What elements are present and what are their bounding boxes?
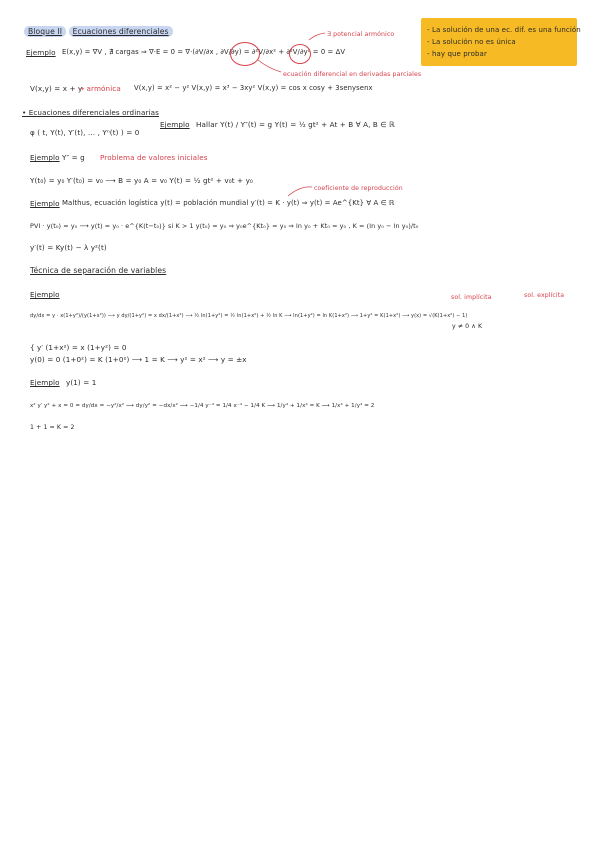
example-label: Ejemplo xyxy=(30,290,60,299)
malthus-example: Malthus, ecuación logística y(t) = población mundial y′(t) = K · y(t) ⇒ y(t) = Ae^{Kt} ∀ A ∈ ℝ xyxy=(62,199,395,207)
circle-mark xyxy=(289,44,311,64)
constant-result: 1 + 1 = K = 2 xyxy=(30,424,75,431)
red-note-implicit: sol. implícita xyxy=(451,294,492,301)
red-note-potential: ∃ potencial armónico xyxy=(327,31,395,38)
example-label: Ejemplo xyxy=(26,48,56,57)
section-separation-title: Técnica de separación de variables xyxy=(30,266,167,275)
note-line-3: - hay que probar xyxy=(427,50,487,58)
example-label: Ejemplo xyxy=(160,120,190,129)
red-note-harmonic: → armónica xyxy=(78,84,121,93)
initial-value-solution: Y(t₀) = y₀ Y′(t₀) = v₀ ⟶ B = y₀ A = v₀ Y(t) = ½ gt² + v₀t + y₀ xyxy=(30,176,253,185)
circle-mark xyxy=(230,42,260,66)
ode-general-form: φ ( t, Y(t), Y′(t), … , Yⁿ(t) ) = 0 xyxy=(30,128,140,137)
pvi-system-1: { y′ (1+x²) = x (1+y²) = 0 xyxy=(30,343,127,352)
separation-example-2: x² y′ y² + x = 0 = dy/dx = −y²/x² ⟶ dy/y² = −dx/x² ⟶ −1/4 y⁻⁴ = 1/4 x⁻⁴ − 1/4 K ⟶ 1/y⁴ + 1/x⁴ = K ⟶ 1/x⁴ + 1/y⁴ = 2 xyxy=(30,403,375,409)
pvi-exponential: PVI · y(t₀) = y₀ ⟶ y(t) = y₀ · e^{K(t−t₀)} si K > 1 y(t₀) = y₀ ⇒ y₀e^{Kt₀} = y₀ ⇒ ln y₀ + Kt₀ = y₀ , K = (ln y₀ − ln y₀)/t₀ xyxy=(30,222,419,230)
example-label: Ejemplo xyxy=(30,153,60,162)
harmonic-examples: V(x,y) = x² − y² V(x,y) = x³ − 3xy² V(x,y) = cos x cosy + 3senysenx xyxy=(134,84,373,92)
example-label: Ejemplo xyxy=(30,199,60,208)
second-order-ode: Y″ = g xyxy=(62,153,85,162)
header xyxy=(24,27,173,36)
condition-note: y ≠ 0 ∧ K xyxy=(452,323,483,330)
red-note-pde: ecuación diferencial en derivadas parciales xyxy=(283,71,422,78)
example-label: Ejemplo xyxy=(30,378,60,387)
section-ode-title: • Ecuaciones diferenciales ordinarias xyxy=(22,108,159,117)
red-note-initial: Problema de valores iniciales xyxy=(100,153,208,162)
red-note-reproduction: coeficiente de reproducción xyxy=(314,185,403,192)
free-fall-example: Hallar Y(t) / Y″(t) = g Y(t) = ½ gt² + At + B ∀ A, B ∈ ℝ xyxy=(196,120,395,129)
harmonic-example-1: V(x,y) = x + y xyxy=(30,84,83,93)
header-tag: Bloque II xyxy=(24,26,66,37)
initial-condition: y(1) = 1 xyxy=(66,378,97,387)
note-line-1: - La solución de una ec. dif. es una función xyxy=(427,26,581,34)
note-line-2: - La solución no es única xyxy=(427,38,516,46)
red-note-explicit: sol. explícita xyxy=(524,292,565,299)
pvi-system-2: y(0) = 0 (1+0²) = K (1+0²) ⟶ 1 = K ⟶ y² = x² ⟶ y = ±x xyxy=(30,355,247,364)
header-title: Ecuaciones diferenciales xyxy=(69,26,173,37)
summary-note xyxy=(421,18,581,66)
separation-chain: dy/dx = y · x(1+y²)/(y(1+x²)) ⟶ y dy/(1+y²) = x dx/(1+x²) ⟶ ½ ln(1+y²) = ½ ln(1+x²) + ½ ln K ⟶ ln(1+y²) = ln K(1+x²) ⟶ 1+y² = K(1+x²) ⟶ y(x) = √(K(1+x²) − 1) xyxy=(30,313,468,319)
logistic-equation: y′(t) = Ky(t) − λ y²(t) xyxy=(30,243,107,252)
laplace-equation: E(x,y) = ∇V , ∄ cargas ⇒ ∇·E = 0 = ∇·(∂V/∂x , ∂V/∂y) = ∂²V/∂x² + ∂²V/∂y² = 0 = ΔV xyxy=(62,48,346,56)
